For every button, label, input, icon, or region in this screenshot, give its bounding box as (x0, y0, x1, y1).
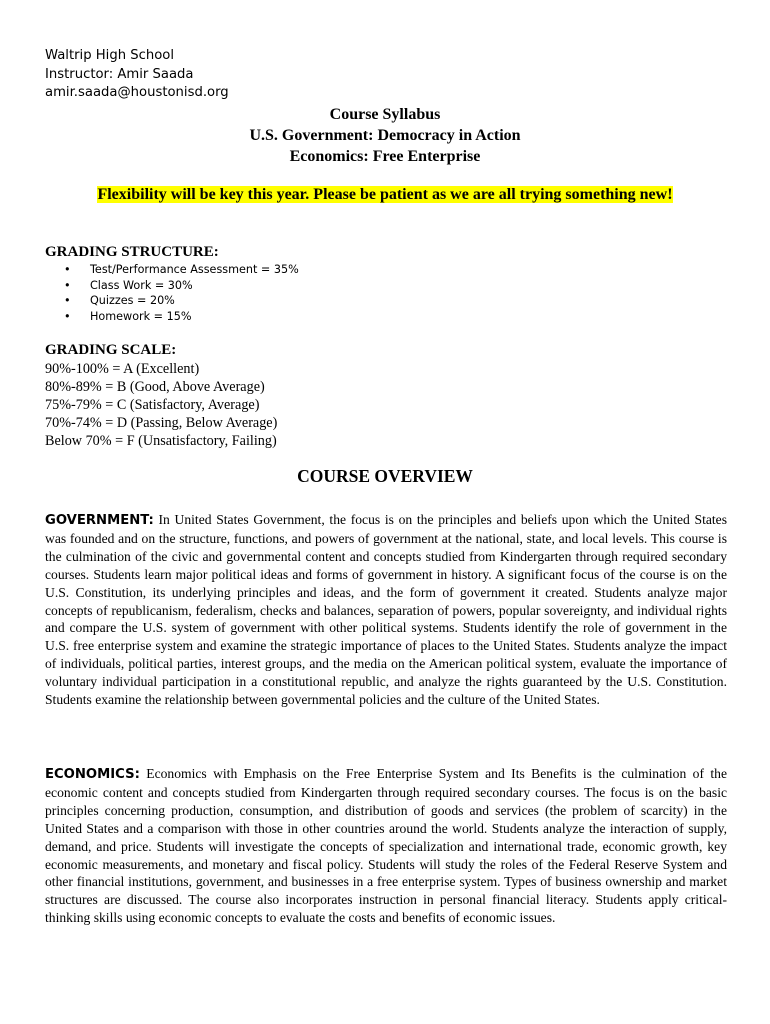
title-economics-course: Economics: Free Enterprise (289, 148, 481, 165)
list-item: Below 70% = F (Unsatisfactory, Failing) (45, 433, 277, 449)
list-item: • Homework = 15% (64, 309, 299, 325)
government-label: GOVERNMENT: (45, 513, 154, 528)
school-name: Waltrip High School (45, 48, 175, 63)
grading-structure-list (64, 262, 299, 324)
grading-structure-heading: GRADING STRUCTURE: (45, 244, 219, 260)
flexibility-note (0, 185, 770, 205)
header-block (45, 47, 229, 103)
list-item: 90%-100% = A (Excellent) (45, 361, 200, 377)
list-item: 75%-79% = C (Satisfactory, Average) (45, 397, 260, 413)
economics-text: Economics with Emphasis on the Free Enterprise System and Its Benefits is the culmination of the economic content and concepts studied from Kindergarten through required secondary courses. The focus is on the basic principles concerning production, consumption, and distribution of goods and services (the problem of scarcity) in the United States and a comparison with those in other countries around the world. Students analyze the interaction of supply, demand, and price. Students will investigate the concepts of specialization and international trade, economic growth, key economic measurements, and monetary and fiscal policy. Students will study the roles of the Federal Reserve System and other financial institutions, government, and businesses in a free enterprise system. Types of business ownership and market structures are discussed. The course also incorporates instruction in personal financial literacy. Students apply critical-thinking skills using economic concepts to evaluate the costs and benefits of economic issues. (45, 766, 727, 926)
flexibility-note-text: Flexibility will be key this year. Please be patient as we are all trying something new! (97, 186, 673, 203)
government-paragraph (45, 511, 727, 709)
economics-paragraph (45, 765, 727, 927)
title-course-syllabus: Course Syllabus (329, 106, 441, 123)
instructor-email: amir.saada@houstonisd.org (45, 85, 229, 100)
list-item: 80%-89% = B (Good, Above Average) (45, 379, 265, 395)
grading-scale-heading: GRADING SCALE: (45, 342, 177, 358)
course-overview-title: COURSE OVERVIEW (297, 466, 473, 486)
grading-scale-list (45, 360, 277, 450)
list-item: • Quizzes = 20% (64, 293, 299, 309)
instructor-name: Instructor: Amir Saada (45, 66, 194, 82)
economics-label: ECONOMICS: (45, 767, 140, 782)
list-item: • Class Work = 30% (64, 278, 299, 294)
list-item: • Test/Performance Assessment = 35% (64, 262, 299, 278)
title-block (0, 104, 770, 167)
government-text: In United States Government, the focus is on the principles and beliefs upon which the United States was founded and on the structure, functions, and powers of government at the national, state, and local levels. This course is the culmination of the civic and governmental content and concepts studied from Kindergarten through required secondary courses. Students learn major political ideas and forms of government in history. A significant focus of the course is on the U.S. Constitution, its underlying principles and ideas, and the form of government it created. Students analyze major concepts of republicanism, federalism, checks and balances, separation of powers, popular sovereignty, and individual rights and compare the U.S. system of government with other political systems. Students identify the role of government in the U.S. free enterprise system and examine the strategic importance of places to the United States. Students analyze the impact of individuals, political parties, interest groups, and the media on the American political system, evaluate the importance of voluntary individual participation in a constitutional republic, and analyze the rights guaranteed by the U.S. Constitution. Students examine the relationship between governmental policies and the culture of the United States. (45, 512, 727, 708)
list-item: 70%-74% = D (Passing, Below Average) (45, 415, 278, 431)
title-government-course: U.S. Government: Democracy in Action (249, 127, 521, 144)
